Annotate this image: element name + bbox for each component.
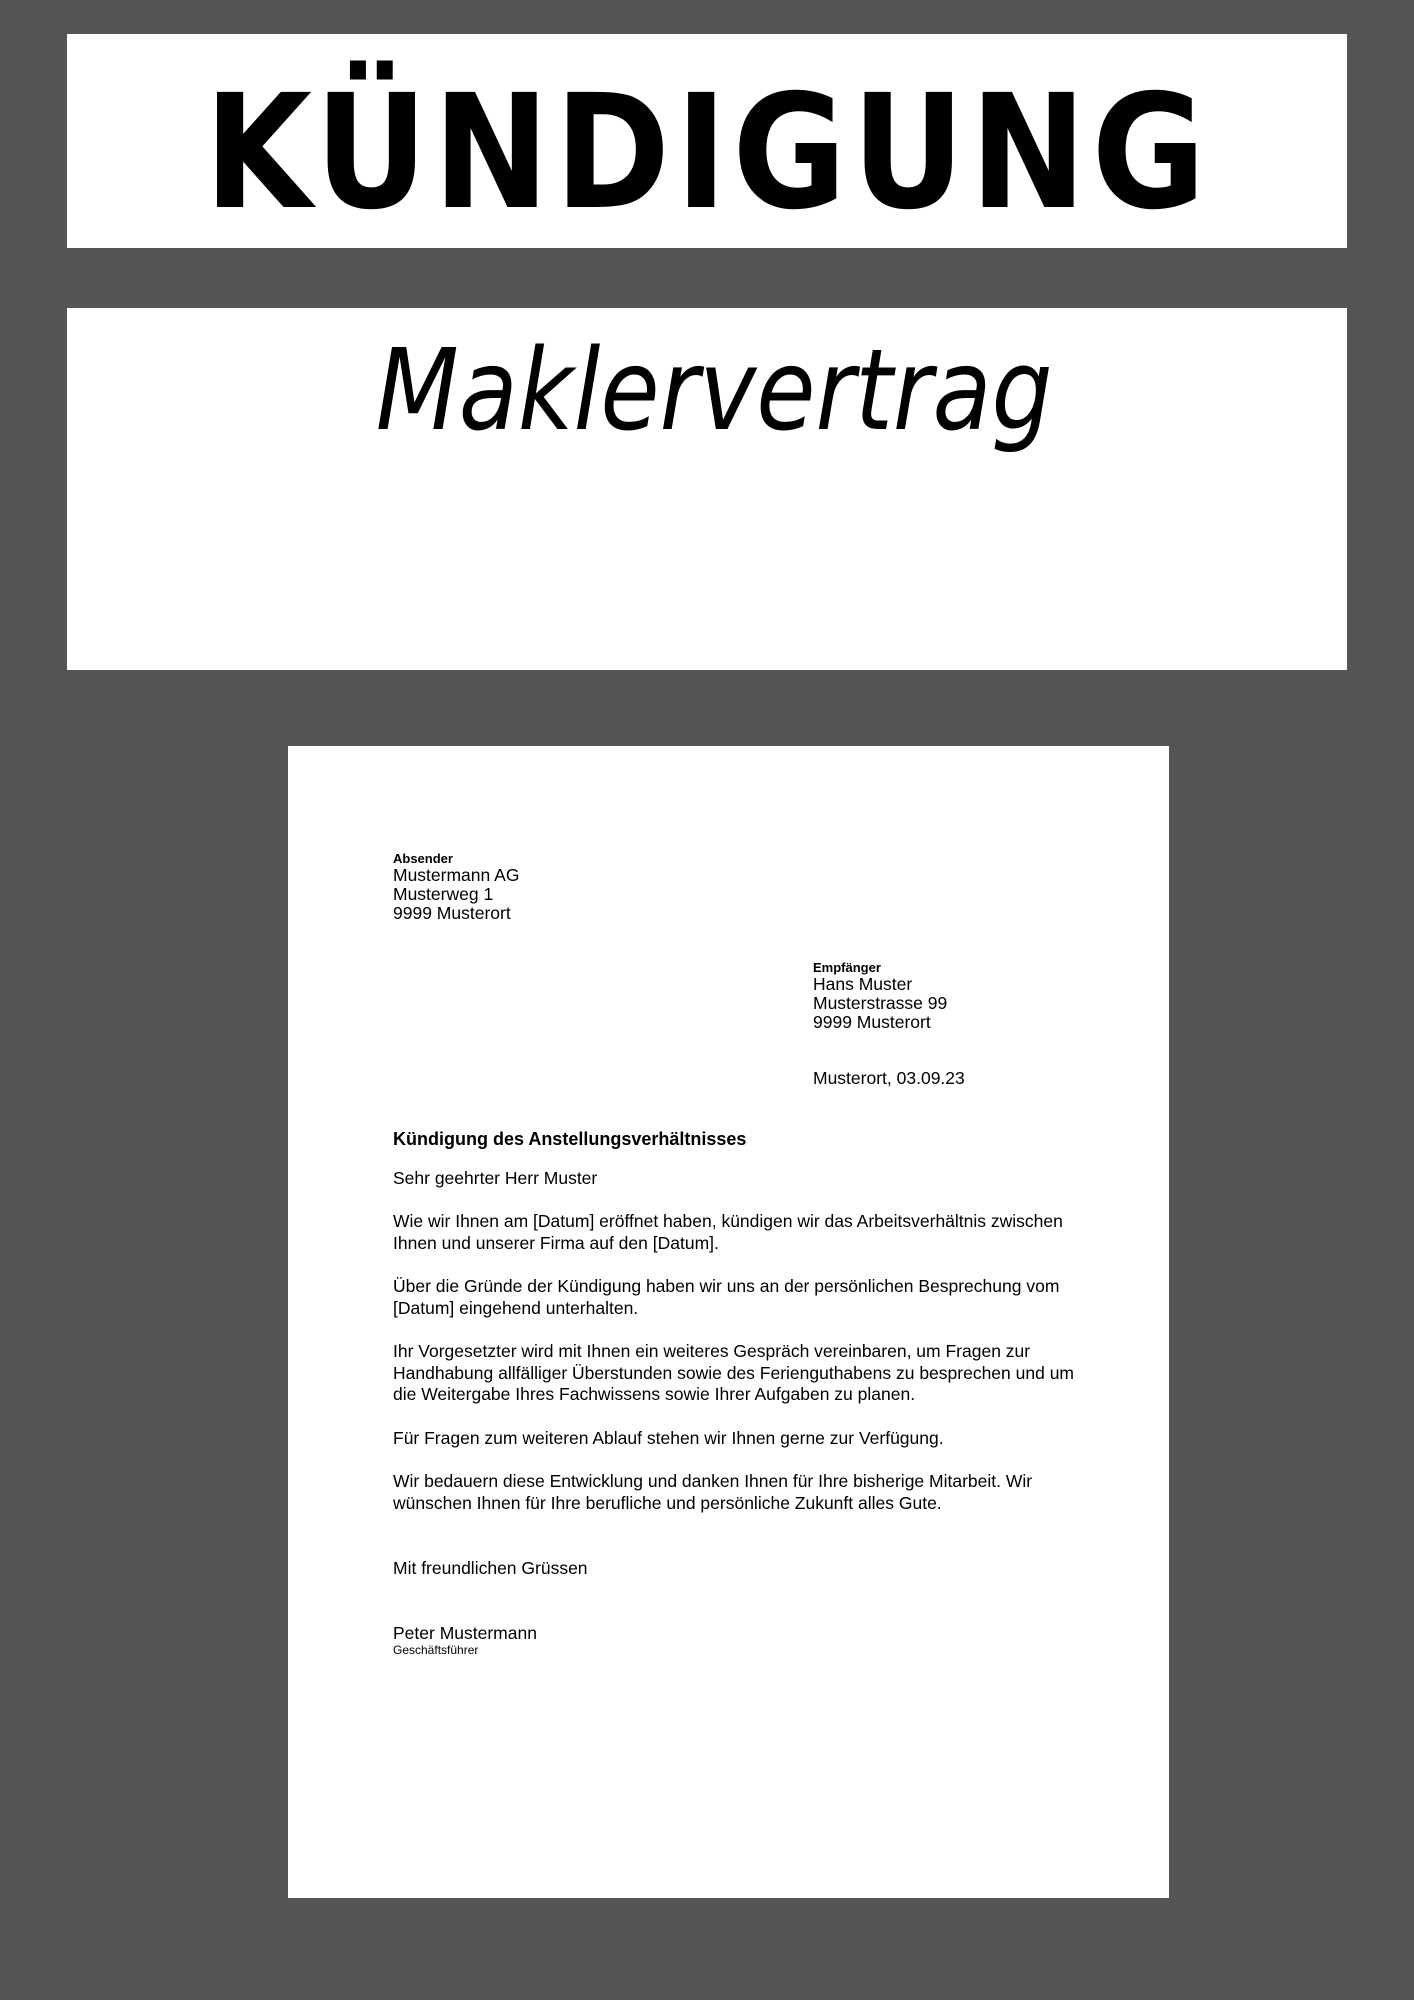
signer-name: Peter Mustermann — [393, 1622, 537, 1643]
recipient-city: 9999 Musterort — [813, 1012, 931, 1032]
body-paragraph: Wie wir Ihnen am [Datum] eröffnet haben, kündigen wir das Arbeitsverhältnis zwischen Ihnen und unserer Firma auf den [Datum]. — [393, 1211, 1063, 1253]
sender-city: 9999 Musterort — [393, 903, 511, 923]
letter-subject: Kündigung des Anstellungsverhältnisses — [393, 1129, 747, 1149]
signer-title: Geschäftsführer — [393, 1642, 479, 1657]
body-paragraph: Wir bedauern diese Entwicklung und danken Ihnen für Ihre bisherige Mitarbeit. Wir wünschen Ihnen für Ihre berufliche und persönliche Zukunft alles Gute. — [393, 1471, 1033, 1513]
letter-body — [393, 1129, 1083, 1657]
place-date: Musterort, 03.09.23 — [813, 1068, 965, 1088]
recipient-address-block — [813, 960, 947, 1032]
document-title: KÜNDIGUNG — [204, 61, 1212, 245]
body-paragraph: Für Fragen zum weiteren Ablauf stehen wir Ihnen gerne zur Verfügung. — [393, 1427, 944, 1448]
body-paragraph: Ihr Vorgesetzter wird mit Ihnen ein weiteres Gespräch vereinbaren, um Fragen zur Handhabung allfälliger Überstunden sowie des Ferienguthabens zu besprechen und um die Weitergabe Ihres Fachwissens sowie Ihrer Aufgaben zu planen. — [393, 1341, 1075, 1404]
sender-street: Musterweg 1 — [393, 884, 494, 904]
body-paragraph: Über die Gründe der Kündigung haben wir uns an der persönlichen Besprechung vom [Datum] eingehend unterhalten. — [393, 1276, 1060, 1318]
recipient-street: Musterstrasse 99 — [813, 993, 948, 1013]
salutation: Sehr geehrter Herr Muster — [393, 1167, 598, 1188]
letter-preview-page — [288, 746, 1169, 1898]
sender-company: Mustermann AG — [393, 865, 520, 885]
recipient-name: Hans Muster — [813, 974, 913, 994]
document-subtitle: Maklervertrag — [375, 326, 1053, 456]
closing-line: Mit freundlichen Grüssen — [393, 1558, 588, 1578]
sender-address-block — [393, 851, 519, 923]
recipient-label: Empfänger — [813, 960, 881, 975]
sender-label: Absender — [393, 851, 453, 866]
title-banner — [67, 34, 1347, 248]
subtitle-banner — [67, 308, 1347, 670]
